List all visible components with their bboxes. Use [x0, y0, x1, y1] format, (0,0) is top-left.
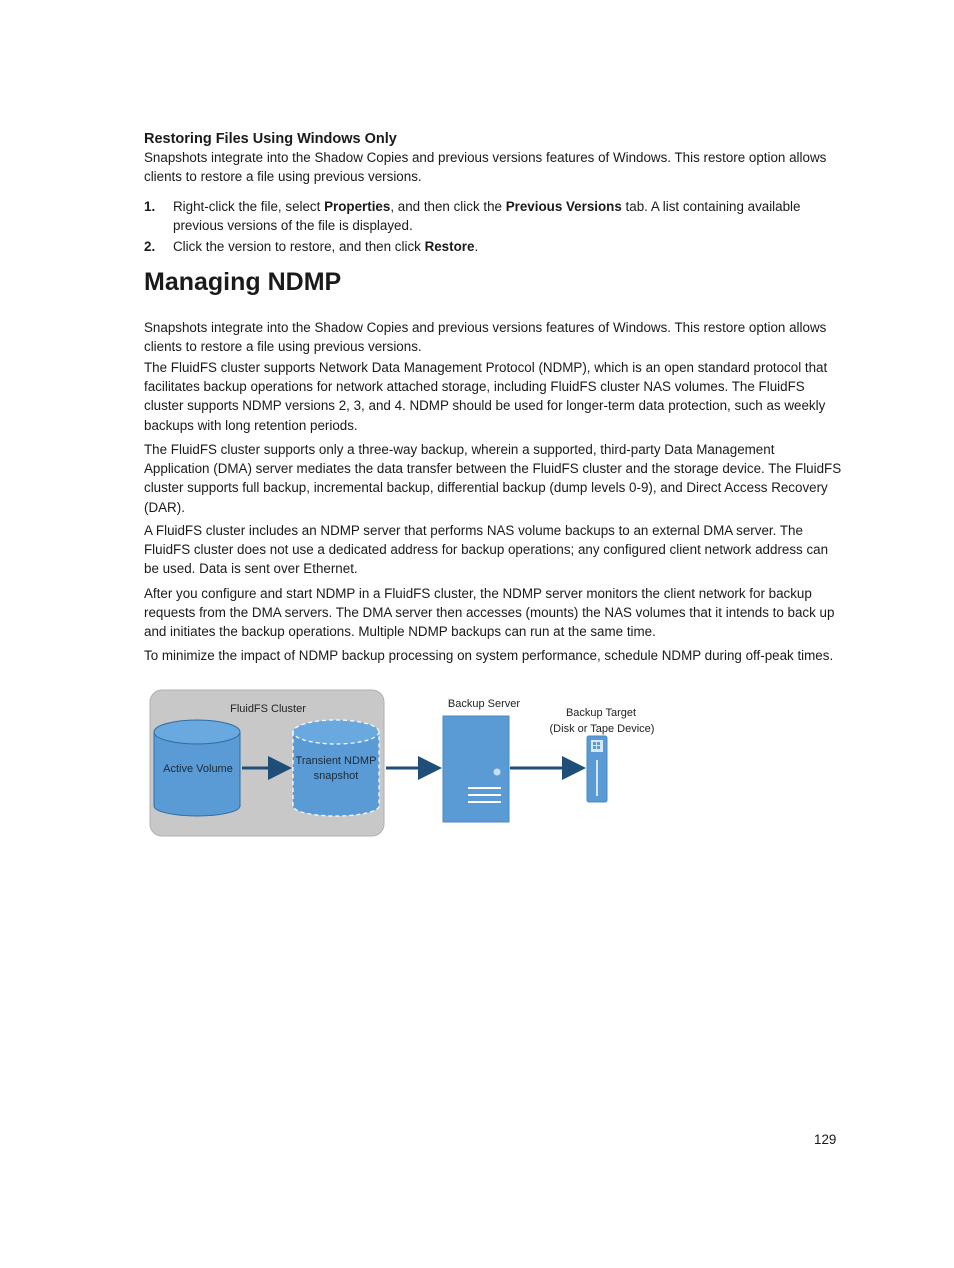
snapshot-label-line1: Transient NDMP [295, 755, 377, 767]
section-intro: Snapshots integrate into the Shadow Copies and previous versions features of Windows. This restore option allows clients to restore a file using previous versions. [144, 150, 827, 185]
snapshot-icon [293, 720, 379, 816]
paragraph: The FluidFS cluster supports Network Data Management Protocol (NDMP), which is an open standard protocol that facilitates backup operations for network attached storage, including FluidFS cluster NAS volumes. The FluidFS cluster supports NDMP versions 2, 3, and 4. NDMP should be used for longer-term data protection, such as weekly backups with long retention periods. [144, 360, 828, 433]
storage-device-icon [587, 736, 607, 802]
step-number: 1. [144, 199, 156, 214]
chapter-title: Managing NDMP [144, 268, 342, 296]
restore-steps [144, 198, 844, 260]
step-item: 2. Click the version to restore, and then click Restore. [144, 238, 844, 257]
backup-target-label-line1: Backup Target [565, 707, 637, 719]
ui-term-previous-versions: Previous Versions [505, 199, 622, 214]
backup-target-label-line2: (Disk or Tape Device) [549, 723, 655, 735]
ndmp-diagram [148, 688, 668, 840]
server-icon [443, 716, 509, 822]
ui-term-properties: Properties [324, 199, 391, 214]
paragraph: To minimize the impact of NDMP backup processing on system performance, schedule NDMP during off-peak times. [144, 648, 834, 663]
backup-server-label: Backup Server [447, 698, 521, 710]
paragraph: The FluidFS cluster supports only a three-way backup, wherein a supported, third-party Data Management Application (DMA) server mediates the data transfer between the FluidFS cluster and the storage device. The FluidFS cluster supports full backup, incremental backup, differential backup (dump levels 0-9), and Direct Access Recovery (DAR). [144, 442, 842, 515]
paragraph: A FluidFS cluster includes an NDMP server that performs NAS volume backups to an external DMA server. The FluidFS cluster does not use a dedicated address for backup operations; any configured client network address can be used. Data is sent over Ethernet. [144, 523, 829, 577]
snapshot-label-line2: snapshot [313, 770, 359, 782]
step-number: 2. [144, 239, 156, 254]
step-item: 1. Right-click the file, select Properties, and then click the Previous Versions tab. A list containing available previous versions of the file is displayed. [144, 199, 801, 233]
section-heading: Restoring Files Using Windows Only [144, 131, 397, 147]
ui-term-restore: Restore [424, 239, 475, 254]
active-volume-label: Active Volume [163, 763, 233, 775]
paragraph: Snapshots integrate into the Shadow Copies and previous versions features of Windows. This restore option allows clients to restore a file using previous versions. [144, 320, 827, 355]
cluster-label: FluidFS Cluster [230, 703, 306, 715]
paragraph: After you configure and start NDMP in a FluidFS cluster, the NDMP server monitors the client network for backup requests from the DMA servers. The DMA server then accesses (mounts) the NAS volumes that it intends to back up and initiates the backup operations. Multiple NDMP backups can run at the same time. [144, 586, 835, 640]
page-number: 129 [814, 1132, 837, 1147]
